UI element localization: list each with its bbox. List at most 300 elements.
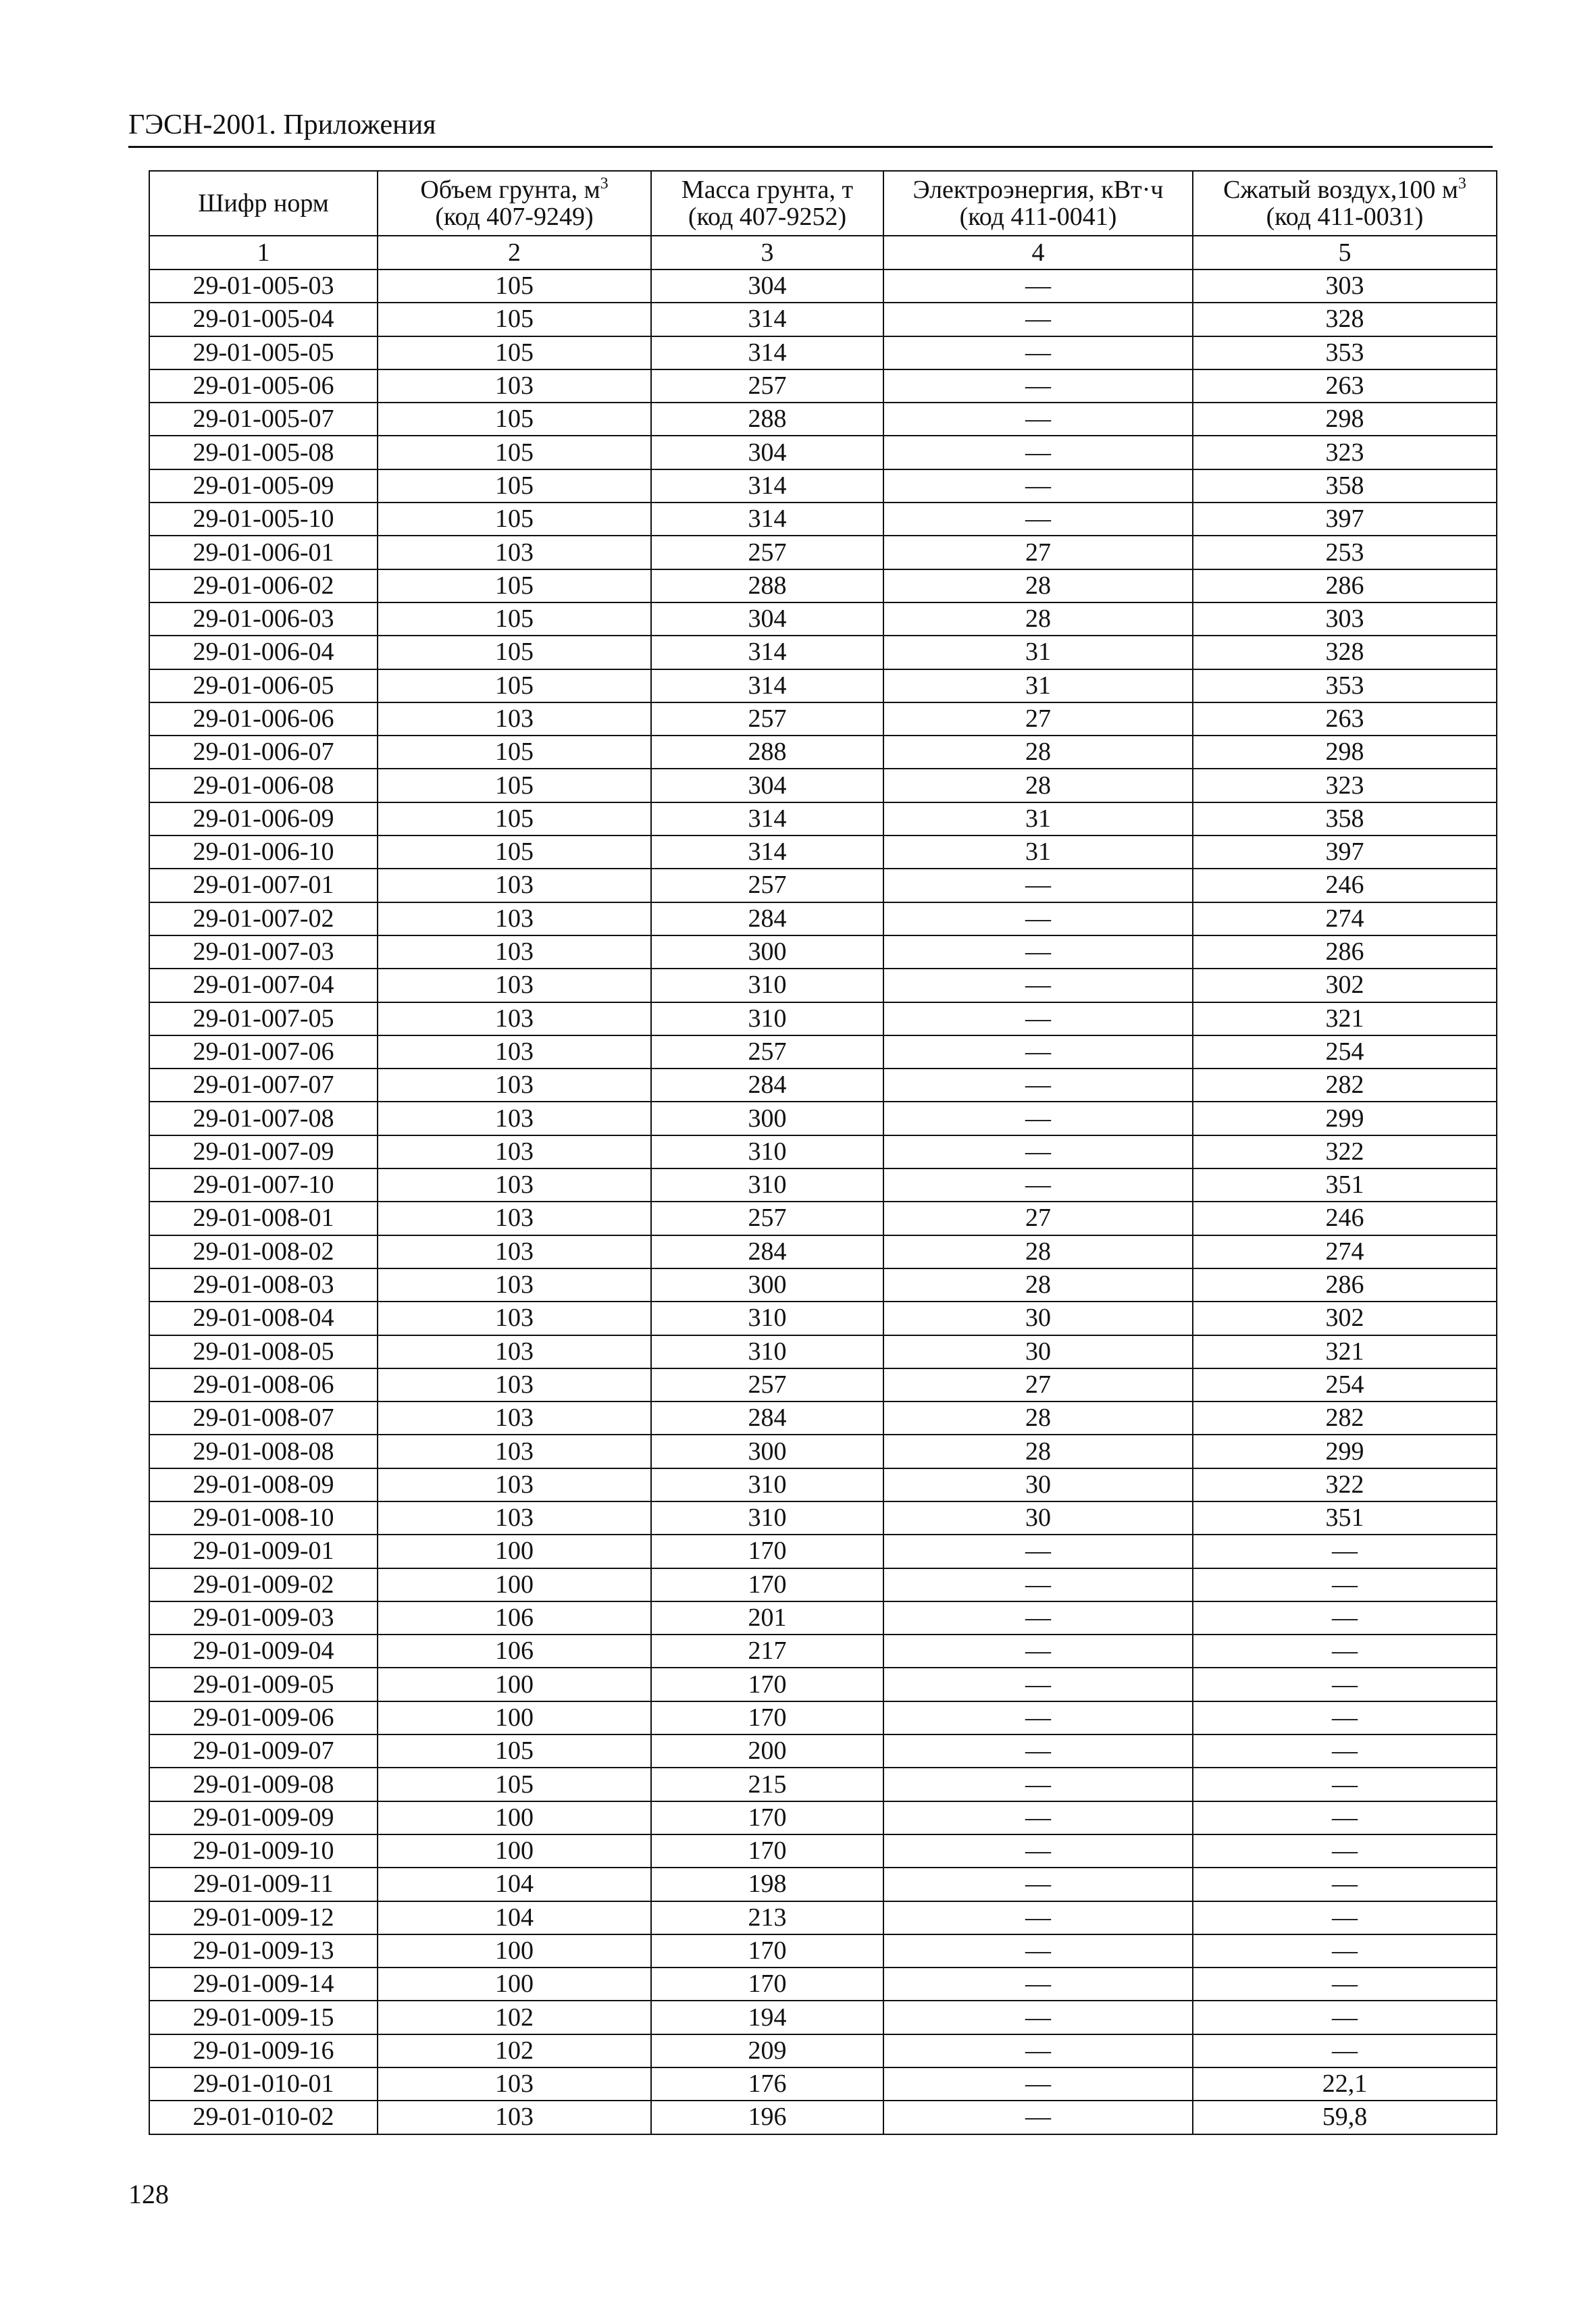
cell-electricity: — — [883, 1901, 1193, 1934]
cell-electricity: — — [883, 403, 1193, 436]
cell-norm-code: 29-01-009-16 — [149, 2034, 378, 2067]
cell-soil-volume: 105 — [378, 269, 651, 303]
cell-electricity: 30 — [883, 1335, 1193, 1368]
cell-norm-code: 29-01-007-04 — [149, 969, 378, 1002]
cell-soil-mass: 314 — [651, 636, 883, 669]
cell-soil-volume: 104 — [378, 1901, 651, 1934]
cell-norm-code: 29-01-009-09 — [149, 1801, 378, 1834]
cell-soil-volume: 105 — [378, 503, 651, 536]
cell-norm-code: 29-01-009-07 — [149, 1734, 378, 1768]
cell-soil-volume: 100 — [378, 1801, 651, 1834]
cell-norm-code: 29-01-009-10 — [149, 1834, 378, 1868]
column-number: 2 — [378, 236, 651, 269]
cell-soil-mass: 176 — [651, 2067, 883, 2101]
cell-compressed-air: 282 — [1193, 1069, 1497, 1102]
cell-compressed-air: — — [1193, 1601, 1497, 1635]
cell-soil-volume: 103 — [378, 1435, 651, 1468]
cell-electricity: — — [883, 1002, 1193, 1035]
cell-electricity: 28 — [883, 1435, 1193, 1468]
cell-soil-volume: 100 — [378, 1568, 651, 1601]
cell-soil-volume: 103 — [378, 1168, 651, 1202]
cell-soil-mass: 288 — [651, 569, 883, 602]
column-header-code: (код 411-0041) — [959, 203, 1117, 231]
cell-soil-mass: 300 — [651, 1102, 883, 1135]
cell-soil-volume: 103 — [378, 2101, 651, 2134]
cell-norm-code: 29-01-008-05 — [149, 1335, 378, 1368]
cell-soil-mass: 170 — [651, 1668, 883, 1701]
cell-soil-mass: 314 — [651, 303, 883, 336]
table-row — [149, 1934, 1497, 1968]
cell-soil-mass: 314 — [651, 469, 883, 503]
cell-compressed-air: — — [1193, 1934, 1497, 1968]
cell-soil-mass: 170 — [651, 1968, 883, 2001]
cell-soil-mass: 310 — [651, 1002, 883, 1035]
cell-norm-code: 29-01-008-03 — [149, 1268, 378, 1302]
table-row — [149, 403, 1497, 436]
cell-electricity: — — [883, 902, 1193, 935]
cell-soil-volume: 103 — [378, 902, 651, 935]
table-row — [149, 869, 1497, 902]
table-row — [149, 2001, 1497, 2034]
table-row — [149, 269, 1497, 303]
cell-compressed-air: — — [1193, 1801, 1497, 1834]
table-row — [149, 1768, 1497, 1801]
cell-soil-volume: 105 — [378, 636, 651, 669]
cell-electricity: — — [883, 935, 1193, 969]
cell-electricity: — — [883, 1834, 1193, 1868]
cell-norm-code: 29-01-005-10 — [149, 503, 378, 536]
table-row — [149, 1568, 1497, 1601]
cell-soil-volume: 103 — [378, 1268, 651, 1302]
table-row — [149, 1035, 1497, 1069]
cell-compressed-air: 322 — [1193, 1135, 1497, 1168]
cell-norm-code: 29-01-007-07 — [149, 1069, 378, 1102]
cell-norm-code: 29-01-006-08 — [149, 769, 378, 802]
cell-soil-mass: 257 — [651, 1202, 883, 1235]
cell-soil-mass: 304 — [651, 269, 883, 303]
table-row — [149, 1069, 1497, 1102]
table-row — [149, 1168, 1497, 1202]
cell-norm-code: 29-01-006-03 — [149, 602, 378, 636]
cell-electricity: 28 — [883, 1235, 1193, 1268]
cell-compressed-air: 358 — [1193, 469, 1497, 503]
column-header-label: Шифр норм — [198, 189, 329, 217]
cell-electricity: — — [883, 369, 1193, 403]
cell-norm-code: 29-01-007-08 — [149, 1102, 378, 1135]
table-row — [149, 969, 1497, 1002]
cell-norm-code: 29-01-009-15 — [149, 2001, 378, 2034]
table-row — [149, 1635, 1497, 1668]
cell-compressed-air: 351 — [1193, 1501, 1497, 1535]
cell-soil-volume: 100 — [378, 1834, 651, 1868]
table-row — [149, 2067, 1497, 2101]
cell-norm-code: 29-01-005-09 — [149, 469, 378, 503]
cell-norm-code: 29-01-009-01 — [149, 1535, 378, 1568]
cell-soil-volume: 100 — [378, 1535, 651, 1568]
cell-electricity: — — [883, 1568, 1193, 1601]
cell-norm-code: 29-01-008-07 — [149, 1402, 378, 1435]
cell-soil-mass: 170 — [651, 1568, 883, 1601]
table-row — [149, 935, 1497, 969]
cell-norm-code: 29-01-005-04 — [149, 303, 378, 336]
cell-soil-volume: 100 — [378, 1668, 651, 1701]
cell-soil-volume: 102 — [378, 2001, 651, 2034]
cell-electricity: 28 — [883, 602, 1193, 636]
cell-compressed-air: 286 — [1193, 935, 1497, 969]
cell-norm-code: 29-01-005-05 — [149, 336, 378, 369]
cell-compressed-air: 298 — [1193, 736, 1497, 769]
cell-norm-code: 29-01-007-02 — [149, 902, 378, 935]
cell-norm-code: 29-01-006-01 — [149, 536, 378, 569]
cell-norm-code: 29-01-008-01 — [149, 1202, 378, 1235]
cell-norm-code: 29-01-005-07 — [149, 403, 378, 436]
table-row — [149, 2034, 1497, 2067]
cell-electricity: — — [883, 1102, 1193, 1135]
cell-norm-code: 29-01-006-05 — [149, 669, 378, 702]
table-row — [149, 769, 1497, 802]
column-number: 5 — [1193, 236, 1497, 269]
cell-norm-code: 29-01-008-10 — [149, 1501, 378, 1535]
cell-compressed-air: 303 — [1193, 269, 1497, 303]
cell-electricity: — — [883, 2001, 1193, 2034]
cell-compressed-air: 286 — [1193, 569, 1497, 602]
cell-soil-mass: 257 — [651, 869, 883, 902]
cell-compressed-air: — — [1193, 1901, 1497, 1934]
cell-soil-mass: 257 — [651, 369, 883, 403]
cell-soil-volume: 105 — [378, 1734, 651, 1768]
column-header-norm-code — [149, 171, 378, 236]
cell-compressed-air: 253 — [1193, 536, 1497, 569]
table-row — [149, 802, 1497, 835]
cell-compressed-air: 246 — [1193, 869, 1497, 902]
cell-electricity: — — [883, 2067, 1193, 2101]
column-header-code: (код 407-9249) — [435, 203, 594, 231]
cell-soil-volume: 103 — [378, 2067, 651, 2101]
cell-electricity: 27 — [883, 536, 1193, 569]
cell-electricity: — — [883, 1701, 1193, 1734]
cell-compressed-air: 282 — [1193, 1402, 1497, 1435]
cell-soil-mass: 288 — [651, 403, 883, 436]
header-rule — [128, 146, 1493, 148]
cell-compressed-air: — — [1193, 1768, 1497, 1801]
cell-soil-mass: 310 — [651, 1135, 883, 1168]
cell-electricity: 28 — [883, 769, 1193, 802]
cell-compressed-air: — — [1193, 1734, 1497, 1768]
table-row — [149, 669, 1497, 702]
cell-soil-mass: 257 — [651, 1368, 883, 1402]
cell-electricity: — — [883, 1601, 1193, 1635]
cell-electricity: — — [883, 969, 1193, 1002]
table-row — [149, 436, 1497, 469]
cell-soil-mass: 284 — [651, 1402, 883, 1435]
cell-electricity: — — [883, 1069, 1193, 1102]
cell-norm-code: 29-01-009-05 — [149, 1668, 378, 1701]
cell-soil-volume: 103 — [378, 1468, 651, 1501]
cell-soil-volume: 103 — [378, 935, 651, 969]
cell-soil-volume: 103 — [378, 1135, 651, 1168]
cell-soil-mass: 213 — [651, 1901, 883, 1934]
cell-compressed-air: — — [1193, 1701, 1497, 1734]
cell-norm-code: 29-01-009-14 — [149, 1968, 378, 2001]
cell-electricity: — — [883, 1801, 1193, 1834]
table-row — [149, 1302, 1497, 1335]
cell-compressed-air: 59,8 — [1193, 2101, 1497, 2134]
table-row — [149, 1235, 1497, 1268]
cell-soil-volume: 105 — [378, 569, 651, 602]
cell-soil-volume: 103 — [378, 1002, 651, 1035]
cell-compressed-air: 397 — [1193, 835, 1497, 869]
cell-soil-mass: 310 — [651, 1168, 883, 1202]
table-row — [149, 1834, 1497, 1868]
cell-electricity: — — [883, 1168, 1193, 1202]
cell-soil-mass: 310 — [651, 1468, 883, 1501]
cell-soil-volume: 103 — [378, 969, 651, 1002]
cell-compressed-air: 299 — [1193, 1435, 1497, 1468]
column-header-compressed-air — [1193, 171, 1497, 236]
cell-norm-code: 29-01-006-02 — [149, 569, 378, 602]
cell-soil-mass: 314 — [651, 336, 883, 369]
table-row — [149, 1535, 1497, 1568]
cell-soil-volume: 105 — [378, 436, 651, 469]
norms-table — [149, 170, 1497, 2135]
cell-compressed-air: 298 — [1193, 403, 1497, 436]
cell-norm-code: 29-01-009-08 — [149, 1768, 378, 1801]
cell-norm-code: 29-01-009-03 — [149, 1601, 378, 1635]
table-row — [149, 702, 1497, 736]
cell-soil-volume: 103 — [378, 1035, 651, 1069]
cell-soil-mass: 170 — [651, 1701, 883, 1734]
column-header-soil-volume — [378, 171, 651, 236]
cell-soil-volume: 103 — [378, 1402, 651, 1435]
table-row — [149, 1002, 1497, 1035]
table-row — [149, 1801, 1497, 1834]
cell-electricity: — — [883, 336, 1193, 369]
cell-soil-mass: 215 — [651, 1768, 883, 1801]
cell-soil-mass: 217 — [651, 1635, 883, 1668]
cell-soil-mass: 196 — [651, 2101, 883, 2134]
cell-soil-volume: 103 — [378, 1302, 651, 1335]
cell-soil-volume: 105 — [378, 769, 651, 802]
cell-norm-code: 29-01-009-13 — [149, 1934, 378, 1968]
cell-electricity: — — [883, 1868, 1193, 1901]
table-row — [149, 1435, 1497, 1468]
cell-norm-code: 29-01-006-07 — [149, 736, 378, 769]
cell-compressed-air: 254 — [1193, 1368, 1497, 1402]
cell-norm-code: 29-01-008-04 — [149, 1302, 378, 1335]
cell-electricity: 28 — [883, 736, 1193, 769]
cell-soil-volume: 102 — [378, 2034, 651, 2067]
cell-compressed-air: 274 — [1193, 1235, 1497, 1268]
column-number: 4 — [883, 236, 1193, 269]
cell-compressed-air: — — [1193, 1635, 1497, 1668]
cell-compressed-air: — — [1193, 1834, 1497, 1868]
cell-compressed-air: 328 — [1193, 636, 1497, 669]
table-row — [149, 602, 1497, 636]
cell-soil-volume: 105 — [378, 403, 651, 436]
cell-soil-mass: 304 — [651, 769, 883, 802]
cell-norm-code: 29-01-009-12 — [149, 1901, 378, 1934]
cell-norm-code: 29-01-007-03 — [149, 935, 378, 969]
cell-soil-mass: 310 — [651, 969, 883, 1002]
cell-soil-volume: 100 — [378, 1934, 651, 1968]
cell-soil-volume: 105 — [378, 469, 651, 503]
cell-compressed-air: 22,1 — [1193, 2067, 1497, 2101]
cell-compressed-air: 322 — [1193, 1468, 1497, 1501]
cell-soil-mass: 314 — [651, 802, 883, 835]
cell-electricity: — — [883, 869, 1193, 902]
cell-soil-mass: 201 — [651, 1601, 883, 1635]
cell-soil-mass: 300 — [651, 1268, 883, 1302]
page-number: 128 — [128, 2179, 169, 2209]
cell-soil-volume: 105 — [378, 336, 651, 369]
column-header-code: (код 407-9252) — [688, 203, 847, 231]
cell-norm-code: 29-01-005-08 — [149, 436, 378, 469]
cell-electricity: 31 — [883, 802, 1193, 835]
cell-norm-code: 29-01-008-09 — [149, 1468, 378, 1501]
cell-soil-mass: 198 — [651, 1868, 883, 1901]
column-header-label: Масса грунта, т — [681, 176, 854, 204]
cell-norm-code: 29-01-007-10 — [149, 1168, 378, 1202]
cell-soil-mass: 170 — [651, 1934, 883, 1968]
cell-soil-volume: 105 — [378, 669, 651, 702]
cell-soil-mass: 310 — [651, 1501, 883, 1535]
cell-compressed-air: 323 — [1193, 436, 1497, 469]
table-row — [149, 536, 1497, 569]
cell-soil-volume: 103 — [378, 1102, 651, 1135]
table-row — [149, 636, 1497, 669]
cell-compressed-air: 274 — [1193, 902, 1497, 935]
cell-norm-code: 29-01-008-06 — [149, 1368, 378, 1402]
cell-compressed-air: 246 — [1193, 1202, 1497, 1235]
cell-soil-mass: 257 — [651, 702, 883, 736]
cell-norm-code: 29-01-009-02 — [149, 1568, 378, 1601]
cell-electricity: — — [883, 436, 1193, 469]
cell-soil-mass: 284 — [651, 1235, 883, 1268]
column-header-label: Объем грунта, м — [420, 176, 600, 204]
cell-soil-mass: 170 — [651, 1801, 883, 1834]
cell-norm-code: 29-01-006-10 — [149, 835, 378, 869]
cell-norm-code: 29-01-007-06 — [149, 1035, 378, 1069]
table-row — [149, 1601, 1497, 1635]
cell-compressed-air: 302 — [1193, 969, 1497, 1002]
page-header-title: ГЭСН-2001. Приложения — [128, 109, 436, 140]
cell-soil-volume: 105 — [378, 303, 651, 336]
cell-norm-code: 29-01-006-04 — [149, 636, 378, 669]
table-row — [149, 1402, 1497, 1435]
cell-soil-mass: 314 — [651, 835, 883, 869]
cell-soil-mass: 310 — [651, 1302, 883, 1335]
table-row — [149, 1668, 1497, 1701]
cell-soil-mass: 314 — [651, 669, 883, 702]
cell-electricity: 31 — [883, 835, 1193, 869]
cell-compressed-air: 263 — [1193, 369, 1497, 403]
table-row — [149, 303, 1497, 336]
cell-norm-code: 29-01-010-02 — [149, 2101, 378, 2134]
table-row — [149, 1701, 1497, 1734]
table-row — [149, 1734, 1497, 1768]
cell-soil-mass: 194 — [651, 2001, 883, 2034]
cell-compressed-air: — — [1193, 1535, 1497, 1568]
column-number-row — [149, 236, 1497, 269]
cell-soil-volume: 103 — [378, 536, 651, 569]
cell-electricity: 30 — [883, 1468, 1193, 1501]
table-row — [149, 1868, 1497, 1901]
cell-compressed-air: 321 — [1193, 1335, 1497, 1368]
column-header-label: Сжатый воздух,100 м — [1223, 176, 1458, 204]
cell-compressed-air: — — [1193, 1568, 1497, 1601]
cell-compressed-air: 299 — [1193, 1102, 1497, 1135]
cell-soil-volume: 103 — [378, 1069, 651, 1102]
column-header-superscript: 3 — [1458, 175, 1466, 192]
cell-soil-volume: 106 — [378, 1601, 651, 1635]
cell-compressed-air: 303 — [1193, 602, 1497, 636]
cell-electricity: 27 — [883, 702, 1193, 736]
cell-compressed-air: 328 — [1193, 303, 1497, 336]
table-row — [149, 1901, 1497, 1934]
cell-soil-mass: 257 — [651, 536, 883, 569]
table-body — [149, 269, 1497, 2134]
cell-soil-mass: 304 — [651, 602, 883, 636]
cell-electricity: 31 — [883, 669, 1193, 702]
cell-soil-mass: 304 — [651, 436, 883, 469]
column-number: 1 — [149, 236, 378, 269]
cell-compressed-air: — — [1193, 2001, 1497, 2034]
cell-compressed-air: 397 — [1193, 503, 1497, 536]
cell-electricity: — — [883, 1668, 1193, 1701]
cell-soil-mass: 170 — [651, 1834, 883, 1868]
cell-norm-code: 29-01-009-04 — [149, 1635, 378, 1668]
cell-soil-mass: 170 — [651, 1535, 883, 1568]
cell-electricity: — — [883, 1768, 1193, 1801]
table-row — [149, 1335, 1497, 1368]
cell-electricity: 30 — [883, 1302, 1193, 1335]
table-row — [149, 1135, 1497, 1168]
cell-electricity: — — [883, 469, 1193, 503]
cell-electricity: — — [883, 1734, 1193, 1768]
cell-soil-volume: 105 — [378, 736, 651, 769]
cell-soil-mass: 209 — [651, 2034, 883, 2067]
cell-electricity: — — [883, 1535, 1193, 1568]
cell-electricity: 28 — [883, 569, 1193, 602]
column-header-code: (код 411-0031) — [1266, 203, 1424, 231]
table-row — [149, 1368, 1497, 1402]
cell-soil-mass: 310 — [651, 1335, 883, 1368]
table-row — [149, 369, 1497, 403]
cell-electricity: — — [883, 503, 1193, 536]
column-header-electricity — [883, 171, 1193, 236]
cell-electricity: 28 — [883, 1402, 1193, 1435]
cell-norm-code: 29-01-006-06 — [149, 702, 378, 736]
cell-norm-code: 29-01-005-03 — [149, 269, 378, 303]
cell-norm-code: 29-01-005-06 — [149, 369, 378, 403]
cell-norm-code: 29-01-007-01 — [149, 869, 378, 902]
cell-soil-volume: 105 — [378, 602, 651, 636]
cell-compressed-air: 286 — [1193, 1268, 1497, 1302]
table-row — [149, 902, 1497, 935]
cell-electricity: — — [883, 1135, 1193, 1168]
cell-soil-volume: 103 — [378, 1202, 651, 1235]
cell-soil-mass: 288 — [651, 736, 883, 769]
cell-electricity: — — [883, 1635, 1193, 1668]
cell-soil-volume: 103 — [378, 702, 651, 736]
cell-compressed-air: 263 — [1193, 702, 1497, 736]
cell-norm-code: 29-01-006-09 — [149, 802, 378, 835]
column-header-soil-mass — [651, 171, 883, 236]
cell-soil-volume: 103 — [378, 1368, 651, 1402]
cell-electricity: 27 — [883, 1202, 1193, 1235]
cell-norm-code: 29-01-008-02 — [149, 1235, 378, 1268]
table-row — [149, 469, 1497, 503]
